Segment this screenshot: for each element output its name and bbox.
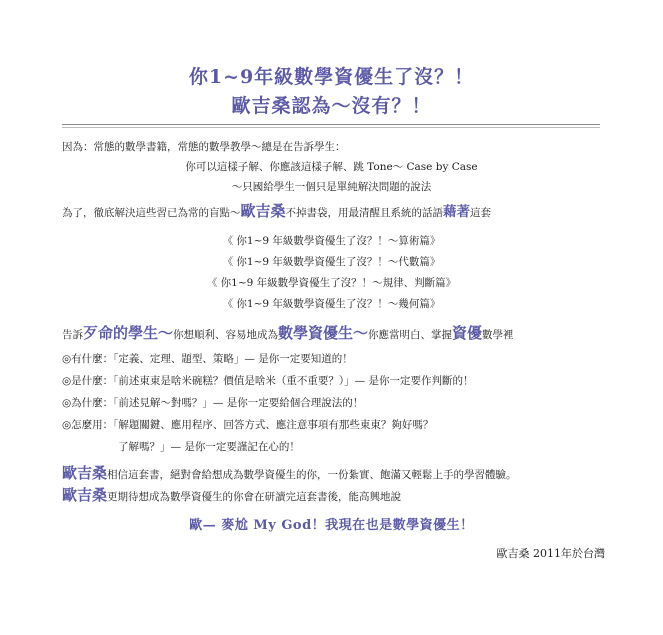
- tell-emphasis-3: 資優: [452, 324, 483, 342]
- promise-line-1: [62, 466, 517, 482]
- tell-middle-2: 你應當明白、掌握: [368, 329, 453, 341]
- book-title-geometry: 《 你1~9 年級數學資優生了沒？！～幾何篇》: [222, 298, 441, 310]
- tell-prefix: 告訴: [62, 329, 83, 341]
- signature: 歐吉桑 2011年於台灣: [496, 547, 605, 560]
- list-item: [62, 418, 433, 432]
- list-item: [62, 396, 363, 410]
- item-label: ◎是什麼：: [62, 375, 114, 387]
- purpose-name: 歐吉桑: [240, 202, 286, 220]
- promise-name: 歐吉桑: [62, 486, 108, 504]
- book-title-algebra: 《 你1~9 年級數學資優生了沒？！～代數篇》: [222, 256, 441, 268]
- book-title-arithmetic: 《 你1~9 年級數學資優生了沒？！～算術篇》: [222, 235, 441, 247]
- list-item: [62, 374, 474, 388]
- closing-exclamation: 歐— 麥尬 My God！我現在也是數學資優生！: [189, 518, 474, 533]
- tell-suffix: 數學裡: [482, 329, 514, 341]
- tell-middle-1: 你想順利、容易地成為: [173, 329, 279, 341]
- tell-line: [62, 326, 514, 342]
- promise-text-2: 更期待想成為數學資優生的你會在研讀完這套書後，能高興地說: [107, 491, 402, 503]
- promise-text-1: 相信這套書，絕對會給想成為數學資優生的你，一份紮實、飽滿又輕鬆上手的學習體驗。: [107, 469, 517, 481]
- purpose-line: [62, 204, 491, 220]
- intro-line-3: ～只國給學生一個只是單純解決問題的說法: [231, 181, 432, 193]
- purpose-prefix: 為了，徹底解決這些習已為常的盲點～: [62, 207, 241, 219]
- item-text: 「前述見解～對嗎？」— 是你一定要給個合理說法的！: [113, 397, 364, 409]
- item-label: ◎為什麼：: [62, 397, 114, 409]
- title-line-2: 歐吉桑認為～沒有？！: [231, 95, 432, 117]
- intro-line-1: 因為：常態的數學書籍，常態的數學教學～總是在告訴學生：: [62, 141, 346, 153]
- list-item-continuation: 了解嗎？」— 是你一定要謹記在心的！: [118, 441, 300, 453]
- item-text: 「解題關鍵、應用程序、回答方式、應注意事項有那些東東？夠好嗎？: [113, 419, 434, 431]
- intro-line-2: 你可以這樣子解、你應該這樣子解、跳 Tone～ Case by Case: [185, 161, 478, 173]
- title-line-1: 你1~9年級數學資優生了沒？！: [188, 66, 475, 88]
- item-label: ◎怎麼用：: [62, 419, 114, 431]
- tell-emphasis-1: 歹命的學生～: [83, 324, 174, 342]
- item-text: 「定義、定理、題型、策略」— 是你一定要知道的！: [113, 353, 353, 365]
- promise-name: 歐吉桑: [62, 464, 108, 482]
- purpose-emphasis: 藉著: [443, 204, 471, 220]
- purpose-middle: 不掉書袋，用最清醒且系統的話語: [285, 207, 444, 219]
- list-item: [62, 352, 353, 366]
- promise-line-2: [62, 488, 401, 504]
- divider: [62, 124, 600, 125]
- purpose-suffix: 這套: [470, 207, 492, 219]
- divider-thin: [62, 127, 600, 128]
- book-title-patterns: 《 你1~9 年級數學資優生了沒？！～規律、判斷篇》: [206, 277, 457, 289]
- item-label: ◎有什麼：: [62, 353, 114, 365]
- tell-emphasis-2: 數學資優生～: [278, 324, 369, 342]
- item-text: 「前述東東是啥米碗糕？價值是啥米（重不重要？）」— 是你一定要作判斷的！: [113, 375, 474, 387]
